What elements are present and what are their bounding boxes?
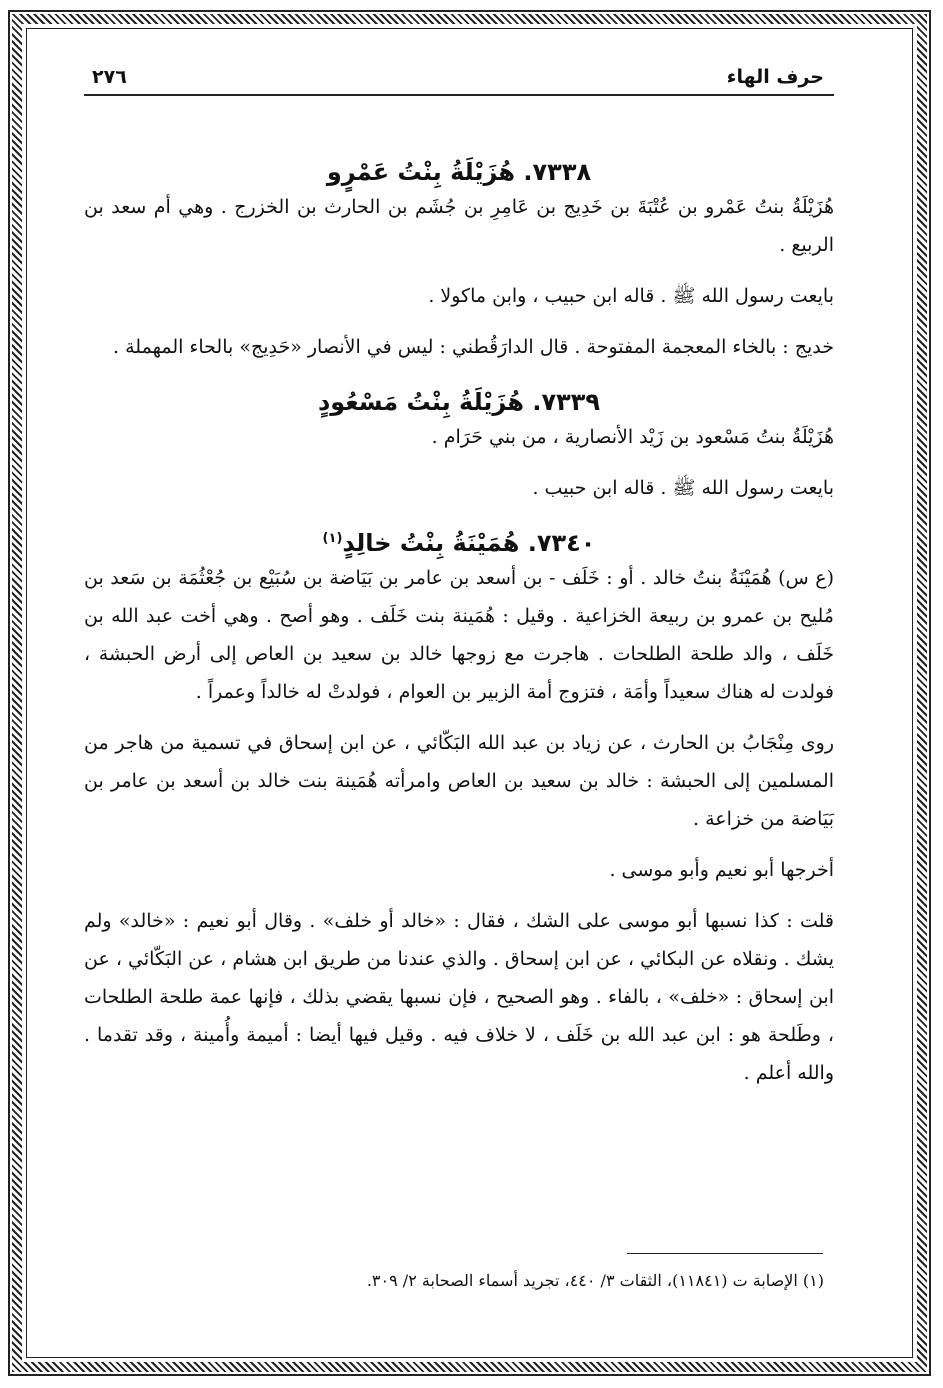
footnote-mark: (١) xyxy=(322,531,343,546)
entry-7340-sources: أخرجها أبو نعيم وأبو موسى . xyxy=(609,859,834,881)
entry-7340-commentary: قلت : كذا نسبها أبو موسى على الشك ، فقال : «خالد أو خلف» . وقال أبو نعيم : «خالد» ولم يشك . ونقلاه عن البكائي ، عن ابن إسحاق . والذي عندنا من طريق ابن هشام ، عن البَكّائي ، عن ابن إسحاق : «خلف» ، بالفاء . وهو الصحيح ، فإن نسبها يقضي بذلك ، فإنها عمة طلحة الطلحات ، وطَلحة هو : ابن عبد الله بن خَلَف ، لا خلاف فيه . وقيل فيها أيضا : أميمة وأُمينة ، وقد تقدما . والله أعلم . xyxy=(84,910,834,1084)
entry-7338-note: خديج : بالخاء المعجمة المفتوحة . قال الدارَقُطني : ليس في الأنصار «حَدِيج» بالحاء المهملة . xyxy=(113,336,834,358)
running-head xyxy=(84,62,834,96)
entry-7339-pledge: بايعت رسول الله ﷺ . قاله ابن حبيب . xyxy=(532,477,834,499)
footnote-separator xyxy=(627,1253,823,1254)
entry-title-7338: ٧٣٣٨. هُزَيْلَةُ بِنْتُ عَمْرٍو xyxy=(326,158,592,186)
entry-7338-lineage: هُزَيْلَةُ بنتُ عَمْرو بن عُتْبَةَ بن خَدِيج بن عَامِرِ بن جُشَم بن الحارث بن الخزرج . وهي أم سعد بن الربيع . xyxy=(84,196,834,256)
footnote: (١) الإصابة ت (١١٨٤١)، الثقات ٣/ ٤٤٠، تجريد أسماء الصحابة ٢/ ٣٠٩. xyxy=(366,1271,824,1290)
entry-7338-pledge: بايعت رسول الله ﷺ . قاله ابن حبيب ، وابن ماكولا . xyxy=(428,285,834,307)
section-title: حرف الهاء xyxy=(726,66,824,88)
entry-7340-lineage: (ع س) هُمَيْنَةُ بنتُ خالد . أو : خَلَف - بن أسعد بن عامر بن بَيَاضة بن سُبَيْع بن جُعْثُمَة بن سَعد بن مُليح بن عمرو بن ربيعة الخزاعية . وقيل : هُمَينة بنت خَلَف . وهو أصح . وهي أخت عبد الله بن خَلَف ، والد طلحة الطلحات . هاجرت مع زوجها خالد بن سعيد بن العاص إلى أرض الحبشة ، فولدت له هناك سعيداً وأمَة ، فتزوج أمة الزبير بن العوام ، فولدتْ له خالداً وعمراً . xyxy=(84,567,834,703)
entry-title-7339: ٧٣٣٩. هُزَيْلَةُ بِنْتُ مَسْعُودٍ xyxy=(317,388,601,416)
entry-title-7340 xyxy=(84,527,834,559)
entry-title-7340-text: ٧٣٤٠. هُمَيْنَةُ بِنْتُ خالِدٍ xyxy=(342,529,596,557)
page-content xyxy=(84,62,834,1092)
page-number: ٢٧٦ xyxy=(92,66,127,88)
entry-7340-narration: روى مِنْجَابُ بن الحارث ، عن زياد بن عبد الله البَكّائي ، عن ابن إسحاق في تسمية من هاجر من المسلمين إلى الحبشة : خالد بن سعيد بن العاص وامرأته هُمَينة بنت خالد بن أسعد بن عامر بن بَيَاضة من خزاعة . xyxy=(84,732,834,830)
entry-7339-lineage: هُزَيْلَةُ بنتُ مَسْعود بن زَيْد الأنصارية ، من بني حَرَام . xyxy=(431,426,834,448)
